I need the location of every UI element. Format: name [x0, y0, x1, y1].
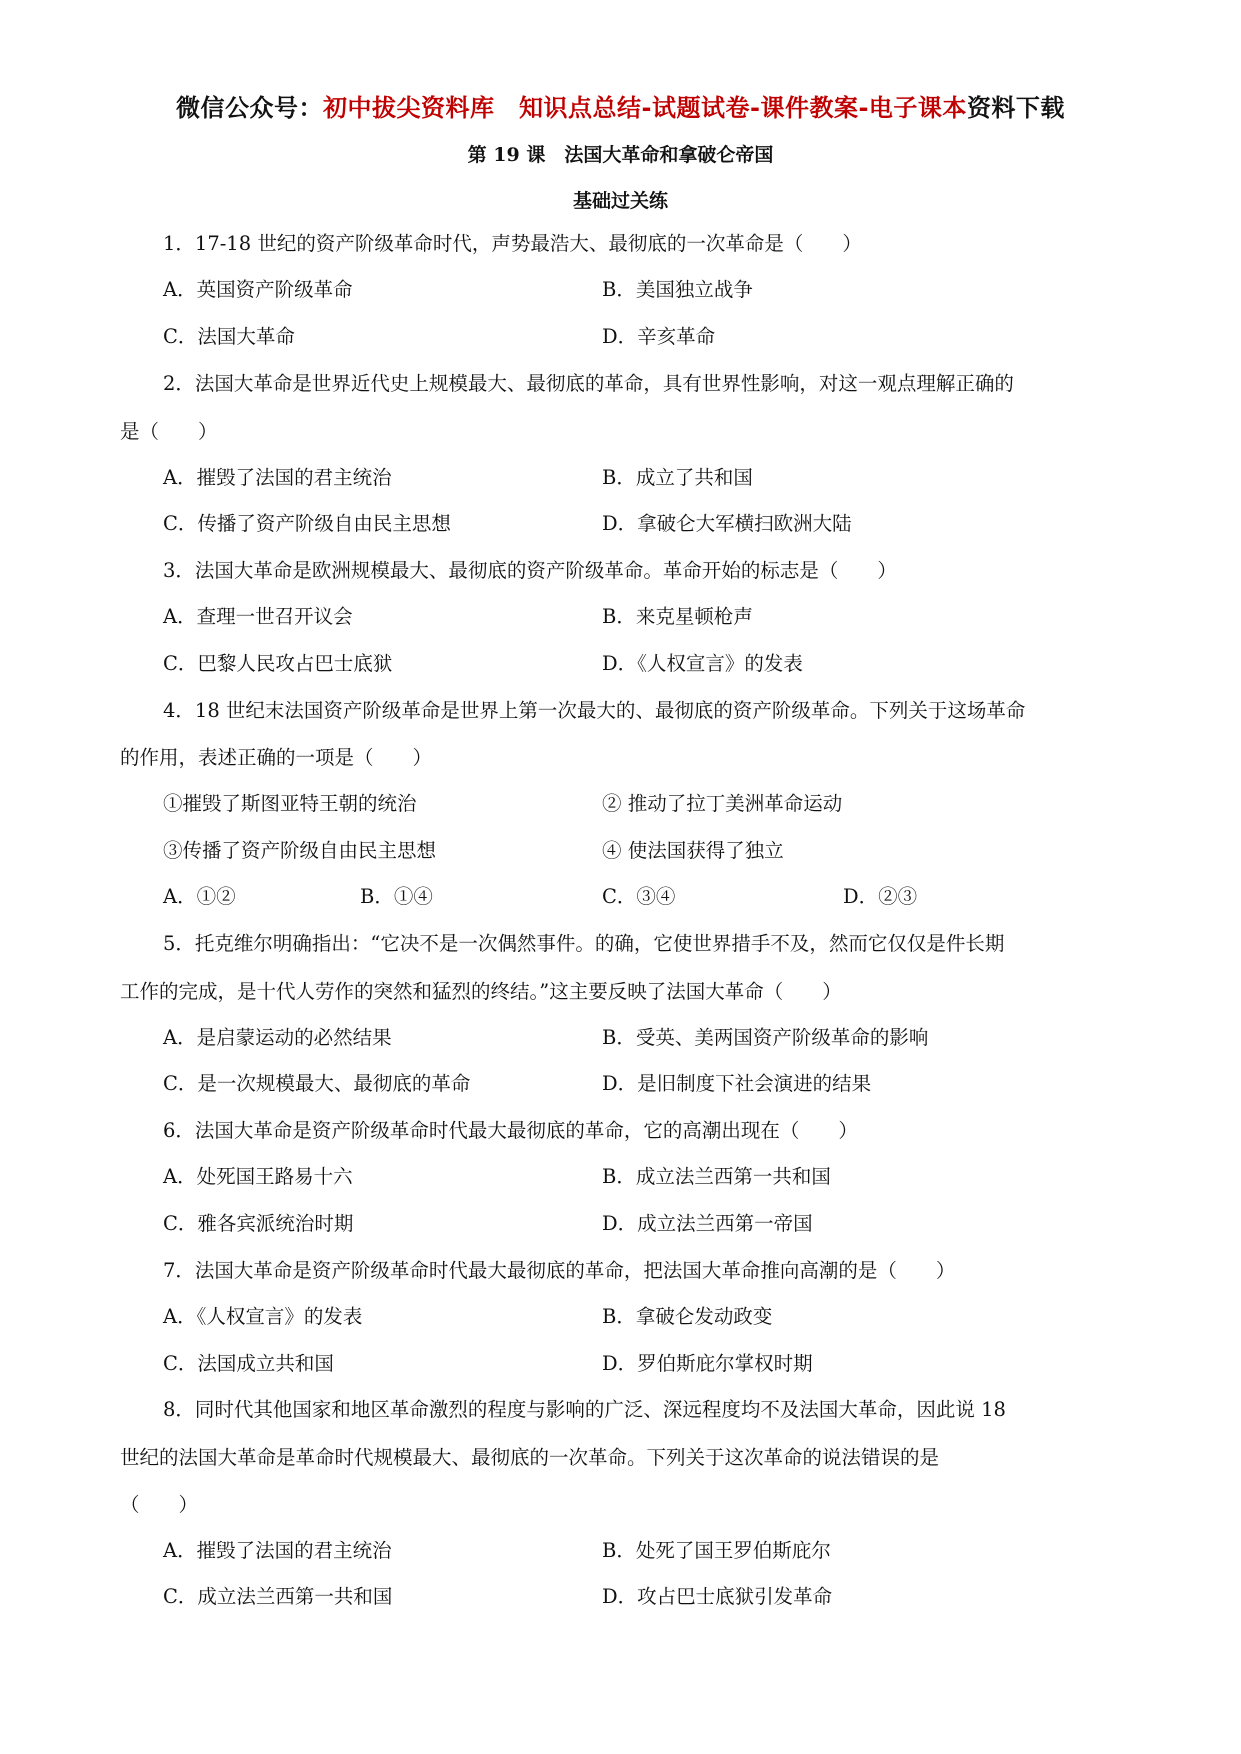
question-6-option-b: B．成立法兰西第一共和国 — [602, 1165, 831, 1188]
question-7-option-d: D．罗伯斯庇尔掌权时期 — [602, 1352, 813, 1375]
question-1-option-a: A．英国资产阶级革命 — [163, 278, 353, 301]
question-7-option-b: B．拿破仑发动政变 — [602, 1305, 773, 1328]
question-2-stem-line-2: 是（ ） — [120, 420, 218, 443]
question-5-option-a: A．是启蒙运动的必然结果 — [163, 1026, 392, 1049]
question-4-item-3: ③传播了资产阶级自由民主思想 — [163, 839, 437, 862]
question-5-option-b: B．受英、美两国资产阶级革命的影响 — [602, 1026, 929, 1049]
question-4-stem-line-1: 4．18 世纪末法国资产阶级革命是世界上第一次最大的、最彻底的资产阶级革命。下列关于这场革命 — [163, 699, 1026, 722]
question-8-stem-line-2: 世纪的法国大革命是革命时代规模最大、最彻底的一次革命。下列关于这次革命的说法错误的是 — [120, 1446, 940, 1469]
question-5-stem-line-1: 5．托克维尔明确指出：“它决不是一次偶然事件。的确，它使世界措手不及，然而它仅仅是件长期 — [163, 932, 1005, 955]
question-4-option-c: C．③④ — [602, 885, 676, 908]
question-4-option-a: A．①② — [163, 885, 236, 908]
question-1-option-d: D．辛亥革命 — [602, 325, 716, 348]
question-4-option-b: B．①④ — [360, 885, 433, 908]
question-2-option-d: D．拿破仑大军横扫欧洲大陆 — [602, 512, 852, 535]
question-1-stem: 1．17-18 世纪的资产阶级革命时代，声势最浩大、最彻底的一次革命是（ ） — [163, 232, 862, 255]
question-4-item-2: ② 推动了拉丁美洲革命运动 — [602, 792, 843, 815]
question-6-option-d: D．成立法兰西第一帝国 — [602, 1212, 813, 1235]
header-prefix: 微信公众号： — [176, 94, 324, 122]
question-4-item-1: ①摧毁了斯图亚特王朝的统治 — [163, 792, 417, 815]
question-7-option-c: C．法国成立共和国 — [163, 1352, 334, 1375]
question-7-stem: 7．法国大革命是资产阶级革命时代最大最彻底的革命，把法国大革命推向高潮的是（ ） — [163, 1259, 956, 1282]
question-3-option-c: C．巴黎人民攻占巴士底狱 — [163, 652, 393, 675]
question-5-option-c: C．是一次规模最大、最彻底的革命 — [163, 1072, 471, 1095]
question-2-option-b: B．成立了共和国 — [602, 466, 753, 489]
question-8-option-a: A．摧毁了法国的君主统治 — [163, 1539, 392, 1562]
section-title: 基础过关练 — [572, 190, 668, 212]
lesson-title: 第 19 课 法国大革命和拿破仑帝国 — [467, 144, 774, 166]
question-8-option-d: D．攻占巴士底狱引发革命 — [602, 1585, 833, 1608]
question-4-item-4: ④ 使法国获得了独立 — [602, 839, 784, 862]
question-5-option-d: D．是旧制度下社会演进的结果 — [602, 1072, 872, 1095]
question-8-option-c: C．成立法兰西第一共和国 — [163, 1585, 393, 1608]
question-4-option-d: D．②③ — [843, 885, 918, 908]
question-6-option-a: A．处死国王路易十六 — [163, 1165, 353, 1188]
question-3-option-d: D．《人权宣言》的发表 — [602, 652, 803, 675]
question-8-stem-line-1: 8．同时代其他国家和地区革命激烈的程度与影响的广泛、深远程度均不及法国大革命，因此说 18 — [163, 1398, 1006, 1421]
header-suffix: 资料下载 — [966, 94, 1065, 122]
question-3-option-a: A．查理一世召开议会 — [163, 605, 353, 628]
question-5-stem-line-2: 工作的完成，是十代人劳作的突然和猛烈的终结。”这主要反映了法国大革命（ ） — [120, 980, 842, 1003]
question-2-option-a: A．摧毁了法国的君主统治 — [163, 466, 392, 489]
question-6-stem: 6．法国大革命是资产阶级革命时代最大最彻底的革命，它的高潮出现在（ ） — [163, 1119, 858, 1142]
question-3-option-b: B．来克星顿枪声 — [602, 605, 753, 628]
question-2-option-c: C．传播了资产阶级自由民主思想 — [163, 512, 451, 535]
question-8-option-b: B．处死了国王罗伯斯庇尔 — [602, 1539, 831, 1562]
question-2-stem-line-1: 2．法国大革命是世界近代史上规模最大、最彻底的革命，具有世界性影响，对这一观点理解正确的 — [163, 372, 1014, 395]
question-1-option-b: B．美国独立战争 — [602, 278, 753, 301]
header-highlight: 初中拔尖资料库 知识点总结-试题试卷-课件教案-电子课本 — [323, 94, 967, 122]
page-header — [0, 88, 1241, 123]
question-4-stem-line-2: 的作用，表述正确的一项是（ ） — [120, 746, 433, 769]
question-3-stem: 3．法国大革命是欧洲规模最大、最彻底的资产阶级革命。革命开始的标志是（ ） — [163, 559, 897, 582]
question-6-option-c: C．雅各宾派统治时期 — [163, 1212, 354, 1235]
question-1-option-c: C．法国大革命 — [163, 325, 295, 348]
question-8-stem-line-3: （ ） — [120, 1493, 199, 1516]
question-7-option-a: A．《人权宣言》的发表 — [163, 1305, 363, 1328]
